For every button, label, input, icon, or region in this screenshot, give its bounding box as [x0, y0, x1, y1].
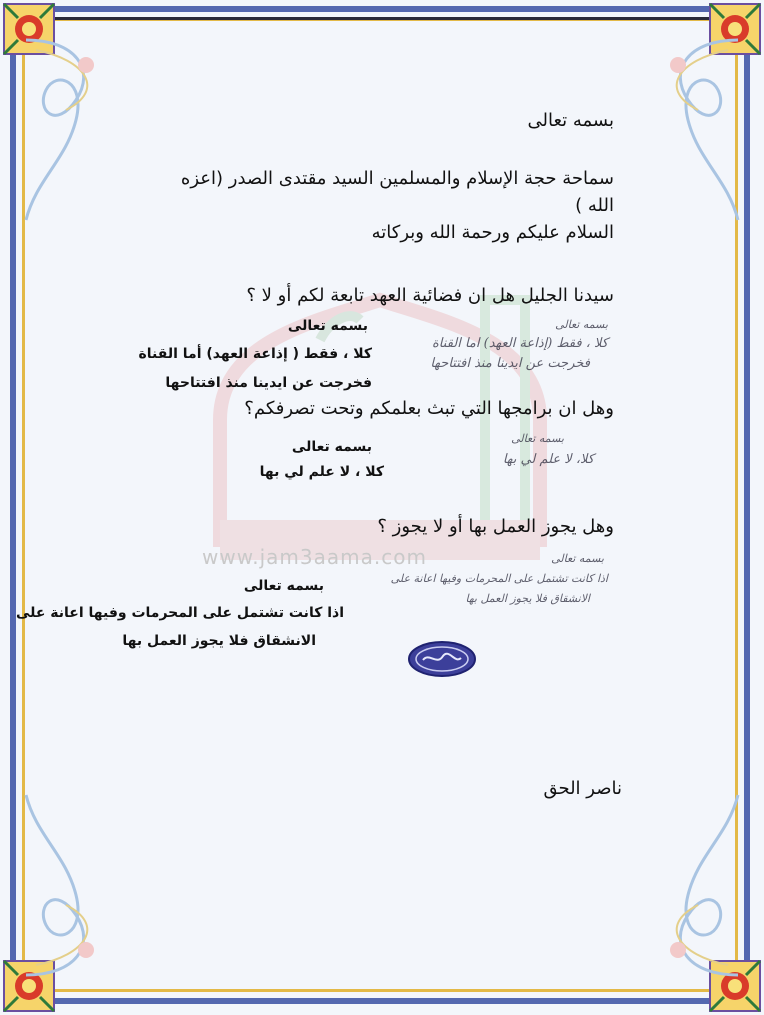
signature-name: ناصر الحق [543, 778, 622, 799]
corner-swirl-ornament-icon [16, 30, 126, 230]
handwritten-1-line-1: كلا ، فقط (إذاعة العهد) اما القناة [432, 336, 608, 351]
handwritten-3-line-1: اذا كانت تشتمل على المحرمات وفيها اعانة على [390, 572, 608, 585]
address-line-1: سماحة حجة الإسلام والمسلمين السيد مقتدى الصدر (اعزه [180, 168, 614, 189]
answer-1-line-1: كلا ، فقط ( إذاعة العهد) أما القناة [138, 346, 372, 362]
answer-3-heading: بسمه تعالى [243, 578, 324, 594]
top-rule [40, 17, 730, 20]
handwritten-3-heading: بسمه تعالى [551, 552, 604, 565]
handwritten-1-heading: بسمه تعالى [555, 318, 608, 331]
question-1: سيدنا الجليل هل ان فضائية العهد تابعة لكم أو لا ؟ [246, 285, 614, 306]
answer-1-heading: بسمه تعالى [287, 318, 368, 334]
question-3: وهل يجوز العمل بها أو لا يجوز ؟ [377, 516, 614, 537]
answer-1-line-2: فخرجت عن ايدينا منذ افتتاحها [165, 375, 372, 391]
handwritten-2-line-1: كلا، لا علم لي بها [502, 452, 594, 467]
handwritten-1-line-2: فخرجت عن ايدينا منذ افتتاحها [430, 356, 590, 371]
answer-3-line-1: اذا كانت تشتمل على المحرمات وفيها اعانة على [15, 605, 344, 621]
handwritten-3-line-2: الانشقاق فلا يجوز العمل بها [465, 592, 590, 605]
corner-swirl-ornament-icon [638, 785, 748, 985]
answer-2-heading: بسمه تعالى [291, 439, 372, 455]
greeting-line: السلام عليكم ورحمة الله وبركاته [371, 222, 614, 243]
watermark-url: www.jam3aama.com [202, 545, 427, 569]
address-line-2: الله ) [575, 195, 614, 216]
answer-3-line-2: الانشقاق فلا يجوز العمل بها [122, 633, 316, 649]
corner-swirl-ornament-icon [638, 30, 748, 230]
official-seal-icon [407, 640, 477, 678]
answer-2-line-1: كلا ، لا علم لي بها [259, 464, 384, 480]
handwritten-2-heading: بسمه تعالى [511, 432, 564, 445]
corner-swirl-ornament-icon [16, 785, 126, 985]
basmala-heading: بسمه تعالى [527, 110, 614, 131]
question-2: وهل ان برامجها التي تبث بعلمكم وتحت تصرفكم؟ [244, 398, 614, 419]
